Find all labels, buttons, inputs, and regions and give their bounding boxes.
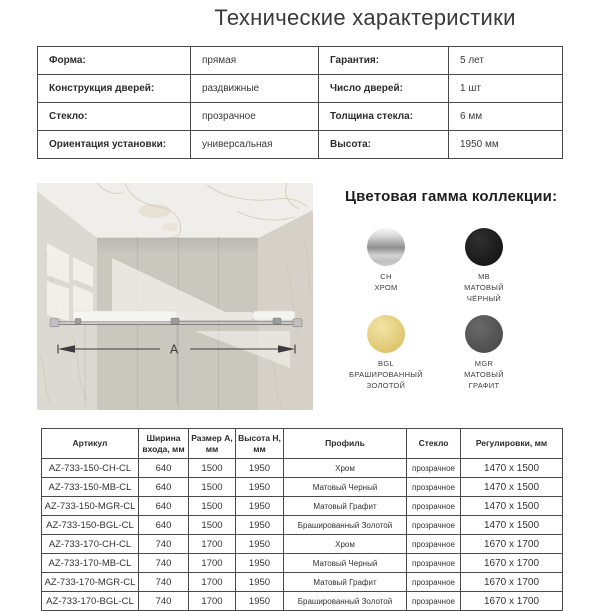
color-swatch-ch: [337, 228, 435, 315]
models-cell: 740: [139, 554, 189, 573]
models-cell: AZ-733-170-BGL-CL: [42, 592, 139, 611]
models-cell: Матовый Графит: [284, 497, 407, 516]
colors-section-title: Цветовая гамма коллекции:: [345, 188, 558, 205]
wall-bracket: [293, 319, 302, 327]
models-cell: 1950: [236, 573, 284, 592]
spec-value: прямая: [191, 47, 319, 75]
models-cell: 1500: [189, 497, 236, 516]
table-row: [42, 535, 563, 554]
table-row: [42, 516, 563, 535]
page-title: Технические характеристики: [214, 5, 516, 30]
models-header-row: [42, 429, 563, 459]
spec-value: 5 лет: [449, 47, 563, 75]
models-cell: прозрачное: [407, 535, 461, 554]
swatches-grid: [337, 228, 533, 391]
table-row: [42, 478, 563, 497]
models-cell: 1950: [236, 478, 284, 497]
models-cell: 1700: [189, 573, 236, 592]
color-circle-mgr-icon: [465, 315, 503, 353]
models-cell: 1470 x 1500: [461, 497, 563, 516]
color-swatch-label: MB МАТОВЫЙ ЧЁРНЫЙ: [464, 272, 504, 303]
spec-label: Стекло:: [38, 103, 191, 131]
spec-label: Высота:: [319, 131, 449, 159]
models-cell: AZ-733-170-MGR-CL: [42, 573, 139, 592]
table-row: [42, 497, 563, 516]
models-cell: 1470 x 1500: [461, 516, 563, 535]
shower-tray: [73, 311, 177, 322]
roller: [171, 318, 179, 324]
models-cell: прозрачное: [407, 497, 461, 516]
models-cell: 1470 x 1500: [461, 459, 563, 478]
spec-label: Конструкция дверей:: [38, 75, 191, 103]
models-cell: 1950: [236, 516, 284, 535]
specs-row: [38, 131, 563, 159]
dimension-label: A: [169, 342, 179, 357]
models-cell: 1670 x 1700: [461, 592, 563, 611]
models-cell: 1950: [236, 459, 284, 478]
spec-value: прозрачное: [191, 103, 319, 131]
models-header-cell: Стекло: [407, 429, 461, 459]
color-swatch-label: MGR МАТОВЫЙ ГРАФИТ: [464, 359, 504, 390]
models-cell: 1700: [189, 554, 236, 573]
models-cell: прозрачное: [407, 573, 461, 592]
models-cell: 640: [139, 516, 189, 535]
color-swatch-bgl: [337, 315, 435, 391]
models-cell: Матовый Черный: [284, 478, 407, 497]
color-swatch-mgr: [435, 315, 533, 391]
models-cell: AZ-733-150-MGR-CL: [42, 497, 139, 516]
specs-row: [38, 47, 563, 75]
models-cell: 1950: [236, 535, 284, 554]
models-cell: Хром: [284, 535, 407, 554]
models-cell: 1670 x 1700: [461, 535, 563, 554]
models-cell: 1500: [189, 459, 236, 478]
models-cell: 1950: [236, 554, 284, 573]
specs-row: [38, 103, 563, 131]
table-row: [42, 592, 563, 611]
spec-label: Форма:: [38, 47, 191, 75]
models-cell: 640: [139, 478, 189, 497]
product-photo: [37, 183, 313, 410]
models-header-cell: Ширина входа, мм: [139, 429, 189, 459]
models-cell: Брашированный Золотой: [284, 516, 407, 535]
models-cell: 740: [139, 592, 189, 611]
color-circle-ch-icon: [367, 228, 405, 266]
models-cell: прозрачное: [407, 478, 461, 497]
models-cell: AZ-733-170-CH-CL: [42, 535, 139, 554]
models-cell: 1950: [236, 497, 284, 516]
wall-bracket: [50, 319, 59, 327]
models-cell: AZ-733-150-CH-CL: [42, 459, 139, 478]
models-header-cell: Высота H, мм: [236, 429, 284, 459]
spec-label: Гарантия:: [319, 47, 449, 75]
marble-blotch: [162, 223, 178, 231]
models-cell: Матовый Черный: [284, 554, 407, 573]
color-swatch-label: CH ХРОМ: [374, 272, 398, 292]
color-circle-mb-icon: [465, 228, 503, 266]
models-cell: 1670 x 1700: [461, 554, 563, 573]
models-header-cell: Размер A, мм: [189, 429, 236, 459]
shower-room-illustration: [37, 183, 313, 410]
models-header-cell: Регулировки, мм: [461, 429, 563, 459]
models-cell: 1670 x 1700: [461, 573, 563, 592]
models-header-cell: Артикул: [42, 429, 139, 459]
models-cell: 1470 x 1500: [461, 478, 563, 497]
models-table: [41, 428, 563, 611]
models-cell: 1950: [236, 592, 284, 611]
table-row: [42, 554, 563, 573]
spec-value: универсальная: [191, 131, 319, 159]
models-cell: прозрачное: [407, 459, 461, 478]
spec-value: 6 мм: [449, 103, 563, 131]
models-cell: 1700: [189, 535, 236, 554]
models-cell: AZ-733-150-MB-CL: [42, 478, 139, 497]
spec-value: 1 шт: [449, 75, 563, 103]
table-row: [42, 573, 563, 592]
models-cell: Хром: [284, 459, 407, 478]
roller: [75, 319, 81, 324]
spec-label: Ориентация установки:: [38, 131, 191, 159]
models-header-cell: Профиль: [284, 429, 407, 459]
models-cell: 1500: [189, 516, 236, 535]
models-body: [42, 459, 563, 611]
specs-row: [38, 75, 563, 103]
models-cell: 740: [139, 573, 189, 592]
color-swatch-mb: [435, 228, 533, 315]
shower-tray: [177, 312, 253, 320]
color-swatch-label: BGL БРАШИРОВАННЫЙ ЗОЛОТОЙ: [349, 359, 423, 390]
models-cell: AZ-733-170-MB-CL: [42, 554, 139, 573]
models-cell: 1500: [189, 478, 236, 497]
specs-table: [37, 46, 563, 159]
models-cell: прозрачное: [407, 516, 461, 535]
models-cell: Брашированный Золотой: [284, 592, 407, 611]
models-cell: 640: [139, 459, 189, 478]
models-cell: 640: [139, 497, 189, 516]
models-cell: Матовый Графит: [284, 573, 407, 592]
table-row: [42, 459, 563, 478]
roller: [273, 318, 281, 324]
models-cell: AZ-733-150-BGL-CL: [42, 516, 139, 535]
spec-label: Толщина стекла:: [319, 103, 449, 131]
models-cell: прозрачное: [407, 592, 461, 611]
models-cell: прозрачное: [407, 554, 461, 573]
models-cell: 1700: [189, 592, 236, 611]
ceiling-shadow: [97, 237, 258, 255]
right-wall: [258, 210, 313, 410]
spec-value: 1950 мм: [449, 131, 563, 159]
color-circle-bgl-icon: [367, 315, 405, 353]
spec-value: раздвижные: [191, 75, 319, 103]
marble-blotch: [139, 204, 171, 218]
models-cell: 740: [139, 535, 189, 554]
spec-label: Число дверей:: [319, 75, 449, 103]
